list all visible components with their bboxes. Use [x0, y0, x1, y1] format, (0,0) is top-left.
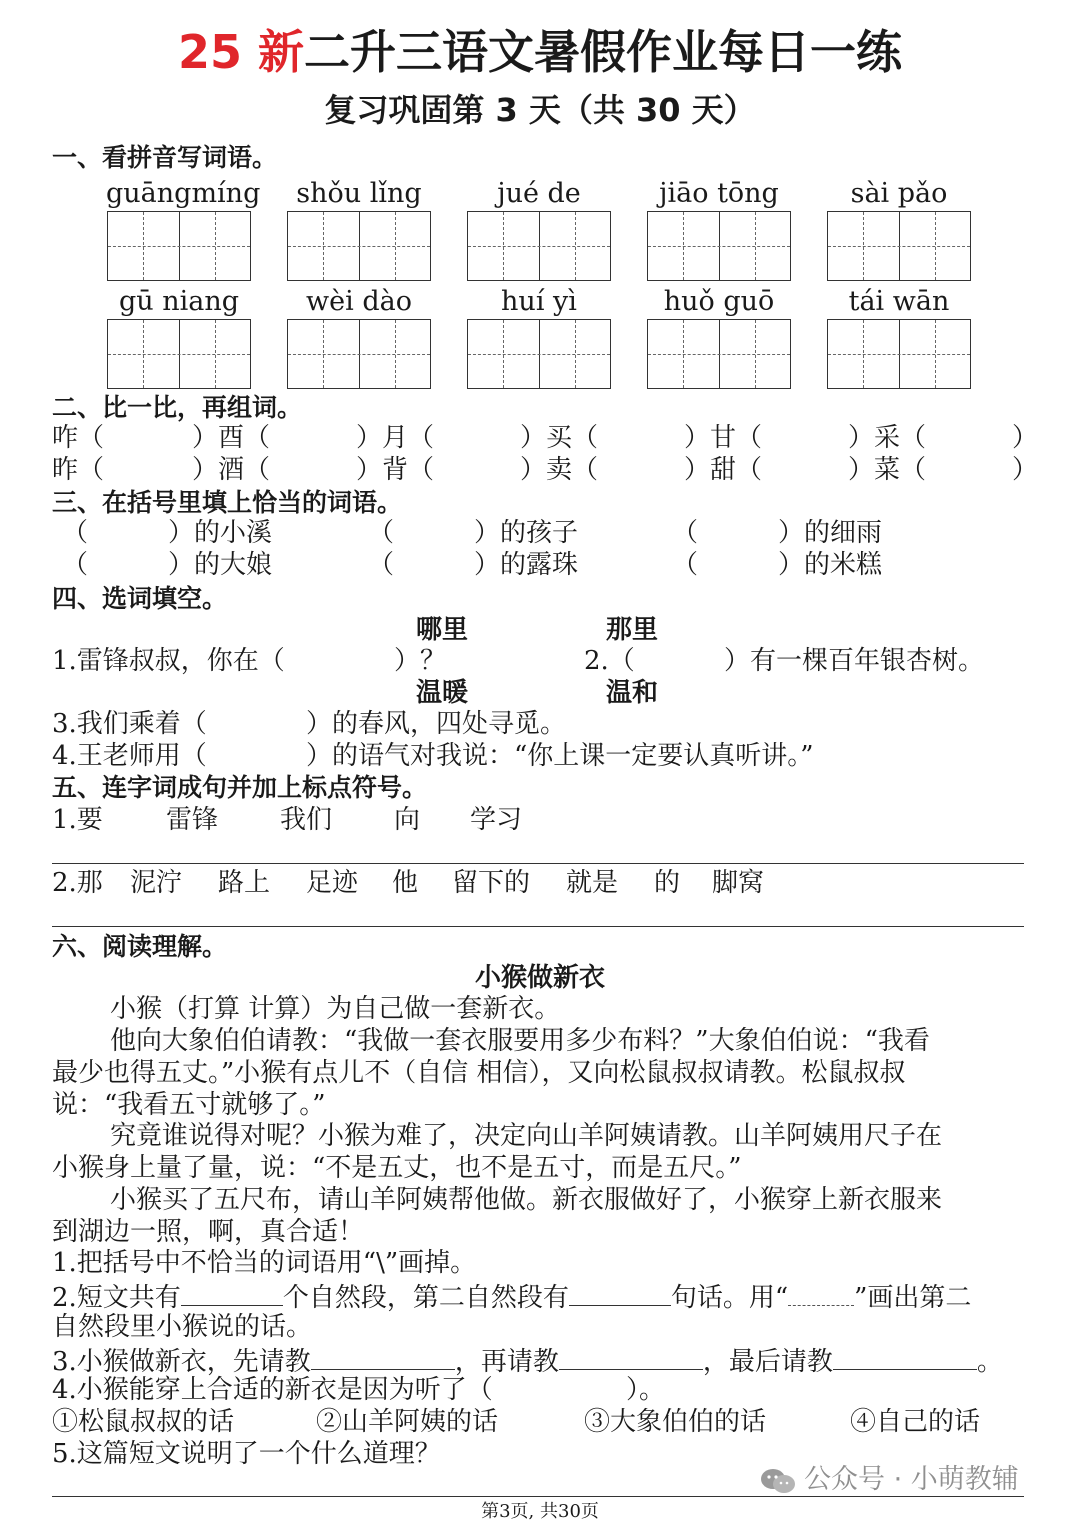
compare-item: ）月（ — [356, 423, 435, 453]
compare-item: ）卖（ — [520, 455, 599, 485]
writing-grid[interactable] — [467, 319, 611, 389]
word-token: 留下的 — [452, 868, 531, 898]
reading-question: 4.小猴能穿上合适的新衣是因为听了（ — [52, 1375, 493, 1405]
question-text: ）的春风，四处寻觅。 — [306, 709, 567, 739]
story-paragraph: 到湖边一照，啊，真合适！ — [52, 1217, 365, 1247]
word-option: 那里 — [606, 615, 659, 645]
compare-item: ）酉（ — [192, 423, 271, 453]
title-year: 25 新 — [177, 25, 305, 79]
choice-option[interactable]: ④自己的话 — [850, 1407, 981, 1437]
answer-blank[interactable] — [833, 1343, 977, 1370]
pinyin: wèi dào — [306, 286, 412, 317]
answer-line[interactable] — [52, 1496, 1024, 1497]
answer-line[interactable] — [52, 863, 1024, 864]
word-token: 雷锋 — [166, 805, 219, 835]
writing-grid[interactable] — [647, 319, 791, 389]
fill-phrase: ）的细雨 — [778, 518, 883, 548]
watermark-text: 公众号 · 小萌教辅 — [804, 1464, 1019, 1495]
compare-item: ）甜（ — [684, 455, 763, 485]
pinyin: sài pǎo — [850, 178, 948, 209]
compare-item: 咋（ — [52, 423, 105, 453]
pinyin: tái wān — [848, 286, 950, 317]
fill-phrase: ）的露珠 — [474, 550, 579, 580]
reading-question: 1.把括号中不恰当的词语用“\”画掉。 — [52, 1248, 477, 1278]
answer-blank[interactable] — [311, 1343, 455, 1370]
choice-option[interactable]: ①松鼠叔叔的话 — [52, 1407, 235, 1437]
question-text: ）有一棵百年银杏树。 — [724, 646, 985, 676]
reading-question: ）。 — [626, 1375, 666, 1405]
reading-question: 2.短文共有 个自然段，第二自然段有 句话。用“ ”画出第二 — [52, 1279, 971, 1314]
writing-grid[interactable] — [827, 211, 971, 281]
question-text: ）？ — [394, 646, 447, 676]
writing-grid[interactable] — [287, 319, 431, 389]
fill-open: （ — [62, 518, 89, 548]
word-token: 向 — [394, 805, 421, 835]
page-subtitle: 复习巩固第 3 天（共 30 天） — [324, 91, 756, 129]
word-token: 2.那 — [52, 868, 103, 898]
pinyin: huí yì — [501, 286, 577, 317]
pinyin: jué de — [497, 178, 581, 209]
section5-heading: 五、连字词成句并加上标点符号。 — [52, 773, 428, 802]
reading-question: 3.小猴做新衣，先请教 ，再请教 ，最后请教 。 — [52, 1343, 1003, 1378]
word-token: 泥泞 — [130, 868, 183, 898]
story-title: 小猴做新衣 — [474, 963, 605, 993]
story-paragraph: 小猴（打算 计算）为自己做一套新衣。 — [110, 994, 561, 1024]
reading-question: 5.这篇短文说明了一个什么道理？ — [52, 1439, 441, 1469]
question-text: 4.王老师用（ — [52, 741, 207, 771]
fill-open: （ — [672, 518, 699, 548]
pinyin: gū niang — [118, 286, 240, 317]
story-paragraph: 究竟谁说得对呢？小猴为难了，决定向山羊阿姨请教。山羊阿姨用尺子在 — [110, 1121, 943, 1151]
pinyin: shǒu lǐng — [296, 178, 422, 209]
choice-option[interactable]: ②山羊阿姨的话 — [316, 1407, 499, 1437]
story-paragraph: 他向大象伯伯请教：“我做一套衣服要用多少布料？”大象伯伯说：“我看 — [110, 1026, 930, 1056]
word-token: 学习 — [470, 805, 523, 835]
title-text: 二升三语文暑假作业每日一练 — [304, 25, 903, 79]
answer-blank[interactable] — [181, 1279, 283, 1306]
answer-blank[interactable] — [569, 1279, 671, 1306]
fill-phrase: ）的小溪 — [168, 518, 273, 548]
fill-open: （ — [62, 550, 89, 580]
writing-grid[interactable] — [467, 211, 611, 281]
compare-item: ） — [1012, 423, 1039, 453]
section2-heading: 二、比一比，再组词。 — [52, 393, 303, 422]
word-token: 1.要 — [52, 805, 103, 835]
pinyin: guāngmíng — [106, 178, 261, 209]
word-token: 路上 — [218, 868, 271, 898]
question-text: 3.我们乘着（ — [52, 709, 207, 739]
word-token: 我们 — [280, 805, 333, 835]
compare-item: ）买（ — [520, 423, 599, 453]
writing-grid[interactable] — [107, 211, 251, 281]
word-option: 哪里 — [416, 615, 469, 645]
reading-question: 自然段里小猴说的话。 — [52, 1312, 313, 1342]
section4-heading: 四、选词填空。 — [52, 584, 228, 613]
section1-heading: 一、看拼音写词语。 — [52, 143, 278, 172]
compare-item: ）酒（ — [192, 455, 271, 485]
word-option: 温暖 — [416, 678, 469, 708]
word-token: 的 — [654, 868, 681, 898]
question-text: ）的语气对我说：“你上课一定要认真听讲。” — [306, 741, 814, 771]
story-paragraph: 小猴身上量了量，说：“不是五丈，也不是五寸，而是五尺。” — [52, 1153, 742, 1183]
writing-grid[interactable] — [287, 211, 431, 281]
story-paragraph: 说：“我看五寸就够了。” — [52, 1090, 326, 1120]
answer-blank[interactable] — [559, 1343, 703, 1370]
page-title — [0, 22, 1080, 82]
story-paragraph: 最少也得五丈。”小猴有点儿不（自信 相信），又向松鼠叔叔请教。松鼠叔叔 — [52, 1058, 906, 1088]
word-option: 温和 — [606, 678, 659, 708]
pinyin: huǒ guō — [663, 286, 775, 317]
word-token: 就是 — [566, 868, 619, 898]
fill-phrase: ）的大娘 — [168, 550, 273, 580]
word-token: 足迹 — [306, 868, 359, 898]
compare-item: ） — [1012, 455, 1039, 485]
fill-phrase: ）的米糕 — [778, 550, 883, 580]
answer-line[interactable] — [52, 926, 1024, 927]
compare-item: ）菜（ — [848, 455, 927, 485]
writing-grid[interactable] — [647, 211, 791, 281]
question-text: 2.（ — [584, 646, 635, 676]
section6-heading: 六、阅读理解。 — [52, 932, 228, 961]
fill-open: （ — [368, 518, 395, 548]
writing-grid[interactable] — [827, 319, 971, 389]
word-token: 他 — [392, 868, 419, 898]
wechat-icon — [760, 1468, 796, 1494]
fill-open: （ — [672, 550, 699, 580]
compare-item: ）甘（ — [684, 423, 763, 453]
fill-open: （ — [368, 550, 395, 580]
compare-item: 昨（ — [52, 455, 105, 485]
section3-heading: 三、在括号里填上恰当的词语。 — [52, 488, 403, 517]
word-token: 脚窝 — [712, 868, 765, 898]
choice-option[interactable]: ③大象伯伯的话 — [584, 1407, 767, 1437]
pinyin: jiāo tōng — [659, 178, 779, 209]
page-number: 第3页, 共30页 — [481, 1501, 599, 1522]
wavy-line-mark — [788, 1279, 854, 1306]
compare-item: ）背（ — [356, 455, 435, 485]
compare-item: ）采（ — [848, 423, 927, 453]
fill-phrase: ）的孩子 — [474, 518, 579, 548]
question-text: 1.雷锋叔叔，你在（ — [52, 646, 285, 676]
story-paragraph: 小猴买了五尺布，请山羊阿姨帮他做。新衣服做好了，小猴穿上新衣服来 — [110, 1185, 943, 1215]
writing-grid[interactable] — [107, 319, 251, 389]
